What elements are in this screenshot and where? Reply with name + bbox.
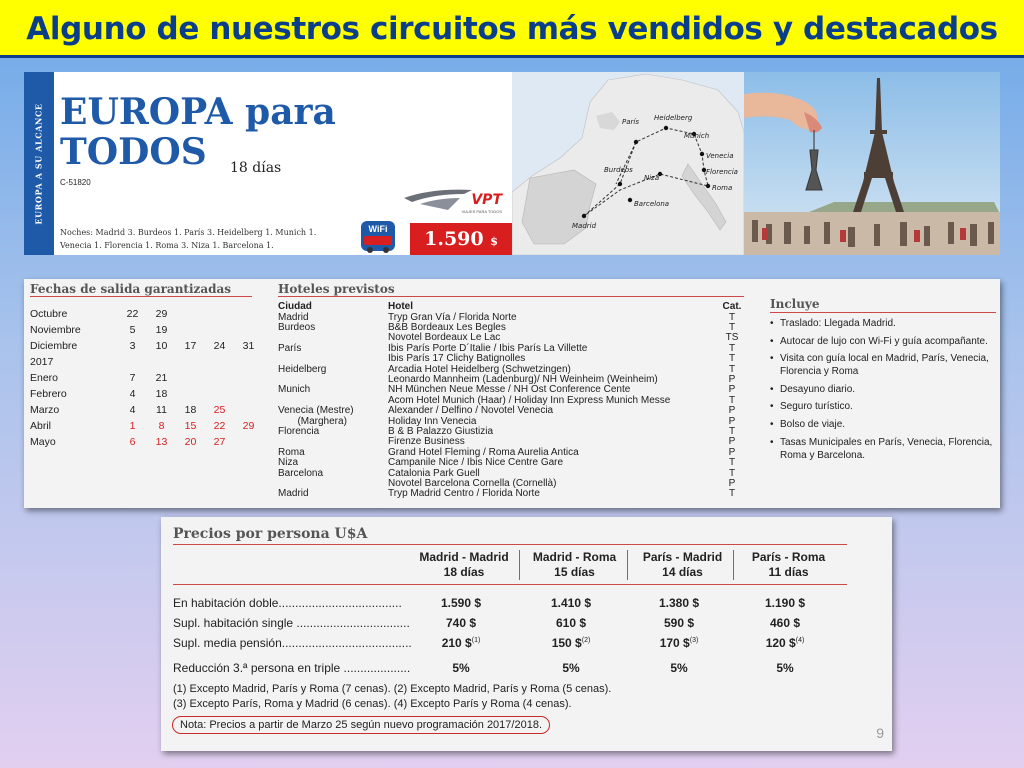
footnote-2: (3) Excepto París, Roma y Madrid (6 cenas). (4) Excepto París y Roma (4 cenas).: [173, 698, 572, 710]
prices-column-days: 18 días: [443, 565, 485, 579]
prices-cell-value: 150 $: [551, 636, 582, 650]
side-strip-text: EUROPA A SU ALCANCE: [34, 102, 45, 225]
hoteles-header-city: Ciudad: [278, 300, 312, 312]
hotel-category: T: [728, 467, 736, 479]
hotel-name: Acom Hotel Munich (Haar) / Holiday Inn Express Munich Messe: [388, 394, 671, 406]
salidas-month: Marzo: [30, 404, 60, 416]
salidas-month: Octubre: [30, 308, 68, 320]
prices-cell: [521, 615, 621, 631]
incluye-item: • Bolso de viaje.: [770, 418, 996, 431]
hotel-category: T: [728, 353, 736, 365]
slide-title: Alguno de nuestros circuitos más vendidos y destacados: [26, 11, 998, 47]
hotel-category: P: [728, 477, 736, 489]
vpt-logo-subtext: VIAJES PARA TODOS: [461, 209, 502, 214]
hotel-name: Leonardo Mannheim (Ladenburg)/ NH Weinheim (Weinheim): [388, 374, 658, 386]
nights-line-2: Venecia 1. Florencia 1. Roma 3. Niza 1. Barcelona 1.: [60, 241, 274, 250]
hotel-row: [278, 322, 744, 332]
prices-cell-value: 170 $: [659, 636, 690, 650]
tour-title-line2: TODOS: [60, 131, 207, 173]
hotel-city: Barcelona: [278, 467, 324, 479]
price-currency: $: [490, 235, 498, 248]
prices-row: [173, 615, 873, 631]
salidas-day: 13: [155, 436, 168, 448]
prices-note: Nota: Precios a partir de Marzo 25 según nuevo programación 2017/2018.: [172, 716, 550, 734]
hotel-category: TS: [725, 332, 739, 344]
salidas-day: 17: [184, 340, 197, 352]
prices-column-header: [409, 550, 519, 580]
salidas-day: 8: [158, 420, 165, 432]
hotel-row: [278, 333, 744, 343]
prices-cell: [521, 595, 621, 611]
hotel-city: Madrid: [278, 311, 309, 323]
hotel-category: P: [728, 446, 736, 458]
incluye-item: • Desayuno diario.: [770, 383, 996, 396]
salidas-month: Diciembre: [30, 340, 78, 352]
map-label-heidelberg: Heidelberg: [654, 114, 693, 122]
salidas-day: 29: [242, 420, 255, 432]
hotel-city: Niza: [278, 457, 299, 469]
hotel-name: Ibis París 17 Clichy Batignolles: [388, 353, 526, 365]
prices-cell: [629, 635, 729, 651]
hotel-row: [278, 468, 744, 478]
hotel-category: P: [728, 384, 736, 396]
hotel-row: [278, 426, 744, 436]
salidas-day: 21: [155, 372, 168, 384]
hoteles-header: [278, 300, 744, 312]
tour-days: 18 días: [230, 160, 282, 176]
hotel-name: Tryp Gran Vía / Florida Norte: [388, 311, 517, 323]
prices-column-days: 14 días: [662, 565, 703, 579]
hotel-category: P: [728, 415, 736, 427]
hotel-name: Alexander / Delfino / Novotel Venecia: [388, 405, 554, 417]
salidas-row: [30, 402, 270, 418]
hotel-city: Florencia: [278, 426, 320, 437]
salidas-row: [30, 338, 270, 354]
hotel-city: Munich: [278, 384, 311, 396]
prices-column-header: [627, 550, 737, 580]
salidas-day: 18: [155, 388, 168, 400]
prices-top-rule: [173, 544, 847, 545]
prices-cell-value: 5%: [452, 661, 470, 675]
incluye-section: [770, 297, 996, 466]
hotel-city: Roma: [278, 446, 305, 458]
hoteles-header-hotel: Hotel: [388, 300, 413, 312]
salidas-day: 11: [156, 404, 167, 416]
prices-cell-value: 5%: [562, 661, 580, 675]
hotel-row: [278, 416, 744, 426]
hotel-row: [278, 354, 744, 364]
salidas-day: 5: [129, 324, 136, 336]
map-label-florencia: Florencia: [706, 168, 738, 176]
prices-cell-value: 1.410 $: [550, 596, 592, 610]
hotel-category: T: [728, 457, 736, 469]
hotel-row: [278, 364, 744, 374]
price-badge: [410, 223, 512, 255]
hotel-name: NH München Neue Messe / NH Ost Conference Cente: [388, 384, 631, 396]
prices-column-route: París - Madrid: [642, 550, 723, 564]
vpt-logo: [402, 184, 514, 218]
salidas-day: 7: [129, 372, 136, 384]
hotel-category: T: [728, 488, 736, 500]
tour-title: [60, 92, 336, 172]
hotel-name: Holiday Inn Venecia: [388, 415, 477, 427]
prices-row-label: En habitación doble.....................................: [173, 596, 402, 610]
salidas-row: [30, 386, 270, 402]
nights-line-1: Noches: Madrid 3. Burdeos 1. París 3. Heidelberg 1. Munich 1.: [60, 228, 317, 237]
price-value: 1.590: [424, 228, 484, 250]
prices-cell: [411, 615, 511, 631]
prices-header-rule: [173, 584, 847, 585]
hotel-name: Tryp Madrid Centro / Florida Norte: [388, 488, 540, 500]
footnote-1: (1) Excepto Madrid, París y Roma (7 cenas). (2) Excepto Madrid, París y Roma (5 cenas).: [173, 683, 612, 695]
hotel-city: Madrid: [278, 488, 309, 500]
salidas-day: 3: [129, 340, 136, 352]
incluye-list: [770, 317, 996, 462]
prices-cell-value: 740 $: [445, 616, 477, 630]
hotel-category: P: [728, 436, 736, 448]
eiffel-photo: [744, 72, 1000, 255]
page-number: 9: [876, 725, 884, 741]
hoteles-header-cat: Cat.: [722, 300, 742, 312]
map-label-madrid: Madrid: [572, 222, 597, 230]
hotel-name: Firenze Business: [388, 436, 465, 448]
hotel-city: Heidelberg: [278, 363, 327, 375]
salidas-table: [30, 306, 270, 450]
hotel-name: Ibis París Porte D´Italie / Ibis París La Villette: [388, 342, 588, 354]
vpt-logo-text: VPT: [471, 192, 502, 208]
hotel-category: T: [728, 311, 736, 323]
hotel-category: P: [728, 405, 736, 417]
hotel-city: París: [278, 342, 302, 354]
prices-cell-value: 210 $: [441, 636, 472, 650]
prices-cell-value: 120 $: [765, 636, 796, 650]
salidas-day: 4: [129, 404, 136, 416]
route-map: [512, 72, 744, 255]
salidas-day: 20: [184, 436, 197, 448]
map-label-venecia: Venecia: [706, 152, 734, 160]
hotel-name: B & B Palazzo Giustizia: [388, 426, 494, 437]
incluye-item: • Autocar de lujo con Wi-Fi y guía acompañante.: [770, 335, 996, 348]
salidas-day: 29: [155, 308, 168, 320]
salidas-day: 19: [155, 324, 168, 336]
map-label-niza: Niza: [644, 174, 660, 182]
prices-cell: [521, 660, 621, 676]
hotel-name: Arcadia Hotel Heidelberg (Schwetzingen): [388, 363, 571, 375]
salidas-row: [30, 354, 270, 370]
hotel-row: [278, 395, 744, 405]
salidas-row: [30, 322, 270, 338]
prices-cell: [521, 635, 621, 651]
incluye-item: • Seguro turístico.: [770, 400, 996, 413]
map-label-roma: Roma: [712, 184, 733, 192]
salidas-day: 6: [129, 436, 136, 448]
info-panel: [24, 279, 1000, 508]
salidas-row: [30, 434, 270, 450]
salidas-day: 25: [213, 404, 226, 416]
salidas-month: Abril: [30, 420, 52, 432]
hotel-category: T: [728, 363, 736, 375]
salidas-day: 4: [129, 388, 136, 400]
prices-column-header: [733, 550, 843, 580]
salidas-month: Noviembre: [30, 324, 81, 336]
salidas-day: 24: [213, 340, 226, 352]
hotel-city: (Marghera): [278, 415, 347, 427]
hotel-row: [278, 457, 744, 467]
prices-cell: [411, 660, 511, 676]
hotel-category: T: [728, 426, 736, 437]
side-strip: [24, 72, 54, 255]
salidas-title: Fechas de salida garantizadas: [30, 282, 232, 296]
salidas-day: 31: [242, 340, 255, 352]
salidas-day: 27: [213, 436, 226, 448]
tour-title-line1: EUROPA para: [60, 91, 336, 133]
incluye-title: Incluye: [770, 297, 820, 311]
prices-cell: [735, 615, 835, 631]
hotel-city: Venecia (Mestre): [278, 405, 354, 417]
prices-cell-value: 610 $: [555, 616, 587, 630]
map-label-paris: París: [622, 118, 639, 126]
salidas-month: Febrero: [30, 388, 67, 400]
prices-column-days: 11 días: [768, 565, 809, 579]
prices-cell-value: 460 $: [769, 616, 801, 630]
nights-summary: [60, 226, 360, 252]
wifi-bus-icon: [358, 215, 398, 255]
prices-cell-value: 5%: [776, 661, 794, 675]
hotel-category: T: [728, 322, 736, 334]
prices-cell-value: 1.590 $: [440, 596, 482, 610]
salidas-month: Enero: [30, 372, 59, 384]
prices-row-label: Supl. habitación single ..................................: [173, 616, 410, 630]
prices-panel: [161, 517, 892, 751]
incluye-rule: [770, 312, 996, 313]
prices-row: [173, 595, 873, 611]
hoteles-title: Hoteles previstos: [278, 282, 395, 296]
prices-cell-value: 1.380 $: [658, 596, 700, 610]
incluye-item: • Traslado: Llegada Madrid.: [770, 317, 996, 330]
prices-cell: [735, 635, 835, 651]
salidas-row: [30, 370, 270, 386]
prices-cell: [411, 595, 511, 611]
prices-column-days: 15 días: [554, 565, 595, 579]
hotel-row: [278, 374, 744, 384]
hotel-row: [278, 312, 744, 322]
map-label-munich: Munich: [684, 132, 710, 140]
prices-row-label: Reducción 3.ª persona en triple ....................: [173, 661, 411, 675]
hotel-name: Novotel Barcelona Cornella (Cornellà): [388, 477, 557, 489]
prices-cell-note: (4): [795, 637, 805, 644]
prices-cell: [735, 660, 835, 676]
hotel-row: [278, 489, 744, 499]
hotel-row: [278, 478, 744, 488]
hotel-city: Burdeos: [278, 322, 316, 334]
salidas-day: 22: [126, 308, 139, 320]
prices-cell: [735, 595, 835, 611]
hotel-row: [278, 447, 744, 457]
prices-column-route: Madrid - Roma: [532, 550, 617, 564]
hotel-row: [278, 343, 744, 353]
salidas-row: [30, 418, 270, 434]
prices-column-route: Madrid - Madrid: [419, 550, 509, 564]
prices-cell: [629, 595, 729, 611]
prices-cell-note: (2): [581, 637, 591, 644]
salidas-day: 10: [155, 340, 168, 352]
wifi-label: WiFi: [368, 224, 388, 234]
salidas-day: 22: [213, 420, 226, 432]
prices-cell-value: 5%: [670, 661, 688, 675]
title-bar: [0, 0, 1024, 58]
hotel-category: T: [728, 394, 736, 406]
salidas-month: Mayo: [30, 436, 56, 448]
hotel-row: [278, 437, 744, 447]
tour-code: C-51820: [60, 178, 91, 187]
hotel-row: [278, 385, 744, 395]
prices-column-route: París - Roma: [751, 550, 826, 564]
map-label-barcelona: Barcelona: [634, 200, 670, 208]
salidas-month: 2017: [30, 356, 54, 368]
prices-row: [173, 635, 873, 651]
prices-cell-note: (3): [689, 637, 699, 644]
hoteles-table: [278, 300, 744, 499]
hotel-row: [278, 406, 744, 416]
prices-cell: [629, 615, 729, 631]
prices-column-header: [519, 550, 629, 580]
hoteles-rule: [278, 296, 744, 297]
salidas-row: [30, 306, 270, 322]
salidas-day: 18: [184, 404, 197, 416]
hotel-name: Novotel Bordeaux Le Lac: [388, 332, 501, 344]
hotel-category: T: [728, 342, 736, 354]
tour-banner: [24, 72, 1000, 255]
prices-cell-value: 1.190 $: [764, 596, 806, 610]
salidas-rule: [30, 296, 252, 297]
hotel-name: B&B Bordeaux Les Begles: [388, 322, 506, 334]
prices-row-label: Supl. media pensión.......................................: [173, 636, 412, 650]
prices-cell-note: (1): [471, 637, 481, 644]
hotel-name: Catalonia Park Guell: [388, 467, 480, 479]
incluye-item: • Tasas Municipales en París, Venecia, Florencia, Roma y Barcelona.: [770, 436, 996, 462]
prices-footnotes: [173, 682, 611, 712]
prices-cell: [411, 635, 511, 651]
hotel-category: P: [728, 374, 736, 386]
salidas-day: 1: [129, 420, 136, 432]
prices-row: [173, 660, 873, 676]
prices-title: Precios por persona U$A: [173, 526, 368, 542]
hotel-name: Campanile Nice / Ibis Nice Centre Gare: [388, 457, 564, 469]
prices-cell: [629, 660, 729, 676]
incluye-item: • Visita con guía local en Madrid, París, Venecia, Florencia y Roma: [770, 352, 996, 378]
prices-cell-value: 590 $: [663, 616, 695, 630]
map-label-burdeos: Burdeos: [604, 166, 633, 174]
hotel-name: Grand Hotel Fleming / Roma Aurelia Antica: [388, 446, 579, 458]
salidas-day: 15: [184, 420, 197, 432]
